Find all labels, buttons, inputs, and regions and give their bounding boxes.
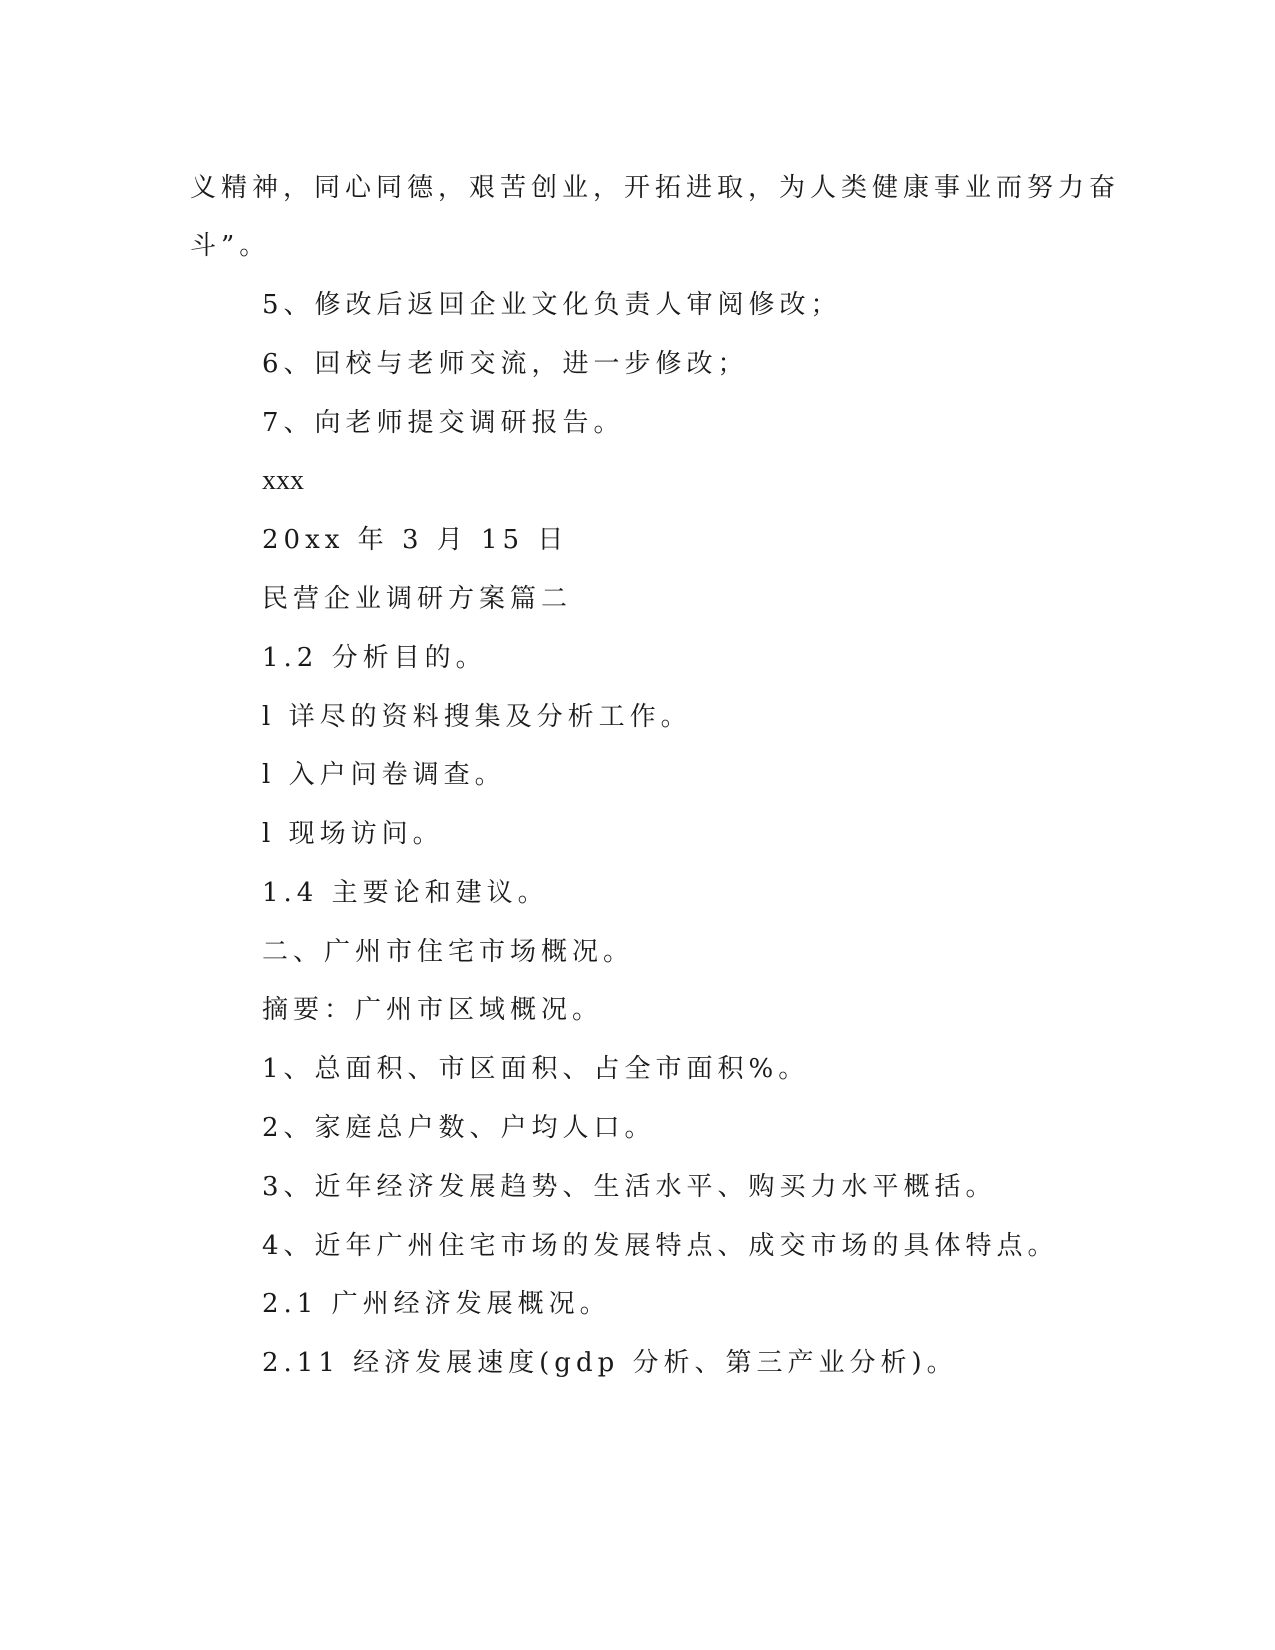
list-item: 4、近年广州住宅市场的发展特点、成交市场的具体特点。 [262,1231,1059,1261]
list-item: l 现场访问。 [262,819,444,849]
section-heading: 1.2 分析目的。 [262,643,487,673]
paragraph-line: 义精神，同心同德，艰苦创业，开拓进取，为人类健康事业而努力奋 [190,173,1121,203]
list-item: l 详尽的资料搜集及分析工作。 [262,702,692,732]
section-title: 民营企业调研方案篇二 [262,584,573,614]
list-item: l 入户问卷调查。 [262,760,506,790]
section-heading: 1.4 主要论和建议。 [262,878,549,908]
section-heading: 2.1 广州经济发展概况。 [262,1289,611,1319]
section-heading: 2.11 经济发展速度(gdp 分析、第三产业分析)。 [262,1348,958,1378]
list-item: 1、总面积、市区面积、占全市面积%。 [262,1054,810,1084]
paragraph-line: 摘要：广州市区域概况。 [262,995,604,1025]
author-name: xxx [262,465,304,496]
list-item: 3、近年经济发展趋势、生活水平、购买力水平概括。 [262,1172,997,1202]
list-item: 5、修改后返回企业文化负责人审阅修改； [262,290,842,320]
list-item: 2、家庭总户数、户均人口。 [262,1113,656,1143]
list-item: 7、向老师提交调研报告。 [262,408,625,438]
date-line: 20xx 年 3 月 15 日 [262,525,569,555]
section-heading: 二、广州市住宅市场概况。 [262,937,635,967]
list-item: 6、回校与老师交流，进一步修改； [262,349,749,379]
paragraph-line: 斗”。 [190,231,271,261]
